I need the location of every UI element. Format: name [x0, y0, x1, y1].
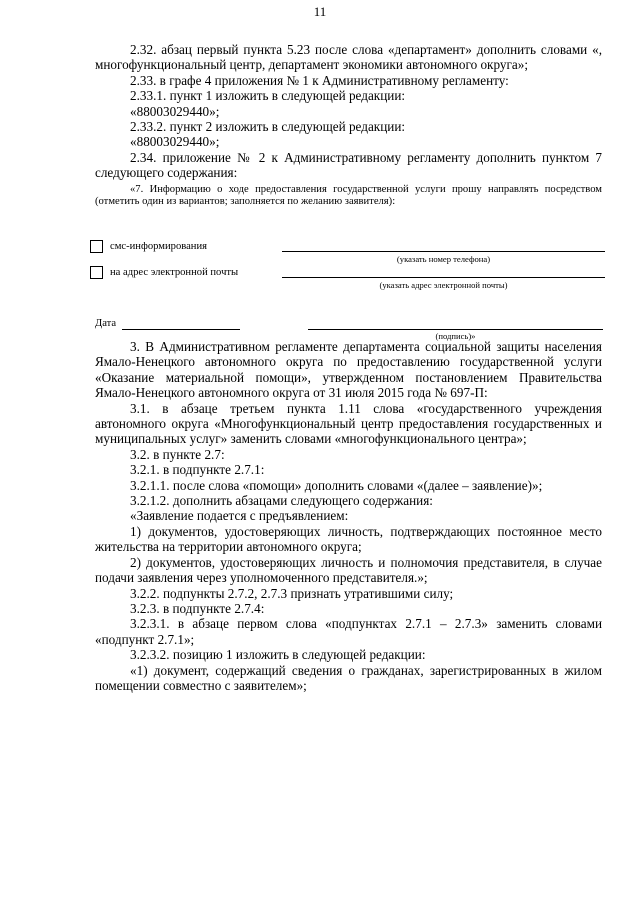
email-option-label: на адрес электронной почты [110, 267, 239, 278]
paragraph: «1) документ, содержащий сведения о гражданах, зарегистрированных в жилом помещении совместно с заявителем»; [95, 662, 602, 693]
paragraph: 3.2.3. в подпункте 2.7.4: [130, 600, 265, 616]
signature-caption: (подпись)» [435, 331, 476, 341]
paragraph: 3.1. в абзаце третьем пункта 1.11 слова «государственного учреждения автономного округа «Многофункциональный центр предоставления государственных и муниципальных услуг» заменить словами «многофункционального центра»; [95, 400, 602, 447]
paragraph: 2.32. абзац первый пункта 5.23 после слова «департамент» дополнить словами «, многофункциональный центр, департамент экономики автономного округа»; [95, 42, 602, 73]
sms-option-label: смс-информирования [110, 241, 208, 252]
paragraph: 1) документов, удостоверяющих личность, подтверждающих постоянное место жительства на территории автономного округа; [95, 523, 602, 555]
paragraph: «88003029440»; [130, 103, 220, 119]
email-checkbox[interactable] [90, 266, 103, 279]
paragraph: 3.2.3.1. в абзаце первом слова «подпунктах 2.7.1 – 2.7.3» заменить словами «подпункт 2.7.1»; [95, 616, 602, 647]
page-number: 11 [313, 4, 327, 19]
paragraph: 2.34. приложение № 2 к Административному регламенту дополнить пунктом 7 следующего содержания: [95, 149, 602, 181]
email-caption: (указать адрес электронной почты) [379, 280, 508, 290]
paragraph: 3.2.3.2. позицию 1 изложить в следующей редакции: [130, 647, 426, 663]
paragraph: 3.2.2. подпункты 2.7.2, 2.7.3 признать утратившими силу; [130, 585, 454, 601]
paragraph: 3.2.1. в подпункте 2.7.1: [130, 462, 265, 478]
body-block [95, 339, 602, 693]
signature-line [308, 329, 603, 330]
paragraph: 2) документов, удостоверяющих личность и полномочия представителя, в случае подачи заявления через уполномоченного представителя.»; [95, 554, 602, 586]
form-intro: «7. Информацию о ходе предоставления государственной услуги прошу направлять посредством (отметить один из вариантов; заполняется по желанию заявителя): [95, 183, 602, 208]
email-option[interactable] [90, 266, 238, 279]
paragraph: 3. В Административном регламенте департамента социальной защиты населения Ямало-Ненецкого автономного округа по предоставлению государственной услуги «Оказание материальной помощи», утвержденном постановлением Правительства Ямало-Ненецкого автономного округа от 31 июля 2015 года № 697-П: [95, 339, 602, 401]
phone-caption: (указать номер телефона) [396, 254, 491, 264]
sms-checkbox[interactable] [90, 240, 103, 253]
paragraph: 3.2.1.1. после слова «помощи» дополнить словами «(далее – заявление)»; [130, 477, 543, 493]
paragraph: 3.2. в пункте 2.7: [130, 446, 225, 462]
email-line [282, 277, 605, 278]
date-label: Дата [95, 318, 117, 329]
paragraph: 3.2.1.2. дополнить абзацами следующего содержания: [130, 493, 433, 509]
phone-line [282, 251, 605, 252]
paragraph: 2.33.2. пункт 2 изложить в следующей редакции: [130, 119, 406, 135]
sms-option[interactable] [90, 240, 207, 253]
intro-block [95, 42, 602, 209]
date-row [95, 318, 116, 329]
paragraph: 2.33.1. пункт 1 изложить в следующей редакции: [130, 88, 406, 104]
paragraph: «Заявление подается с предъявлением: [130, 508, 349, 524]
date-line [122, 329, 240, 330]
paragraph: 2.33. в графе 4 приложения № 1 к Административному регламенту: [130, 72, 509, 88]
paragraph: «88003029440»; [130, 134, 220, 150]
